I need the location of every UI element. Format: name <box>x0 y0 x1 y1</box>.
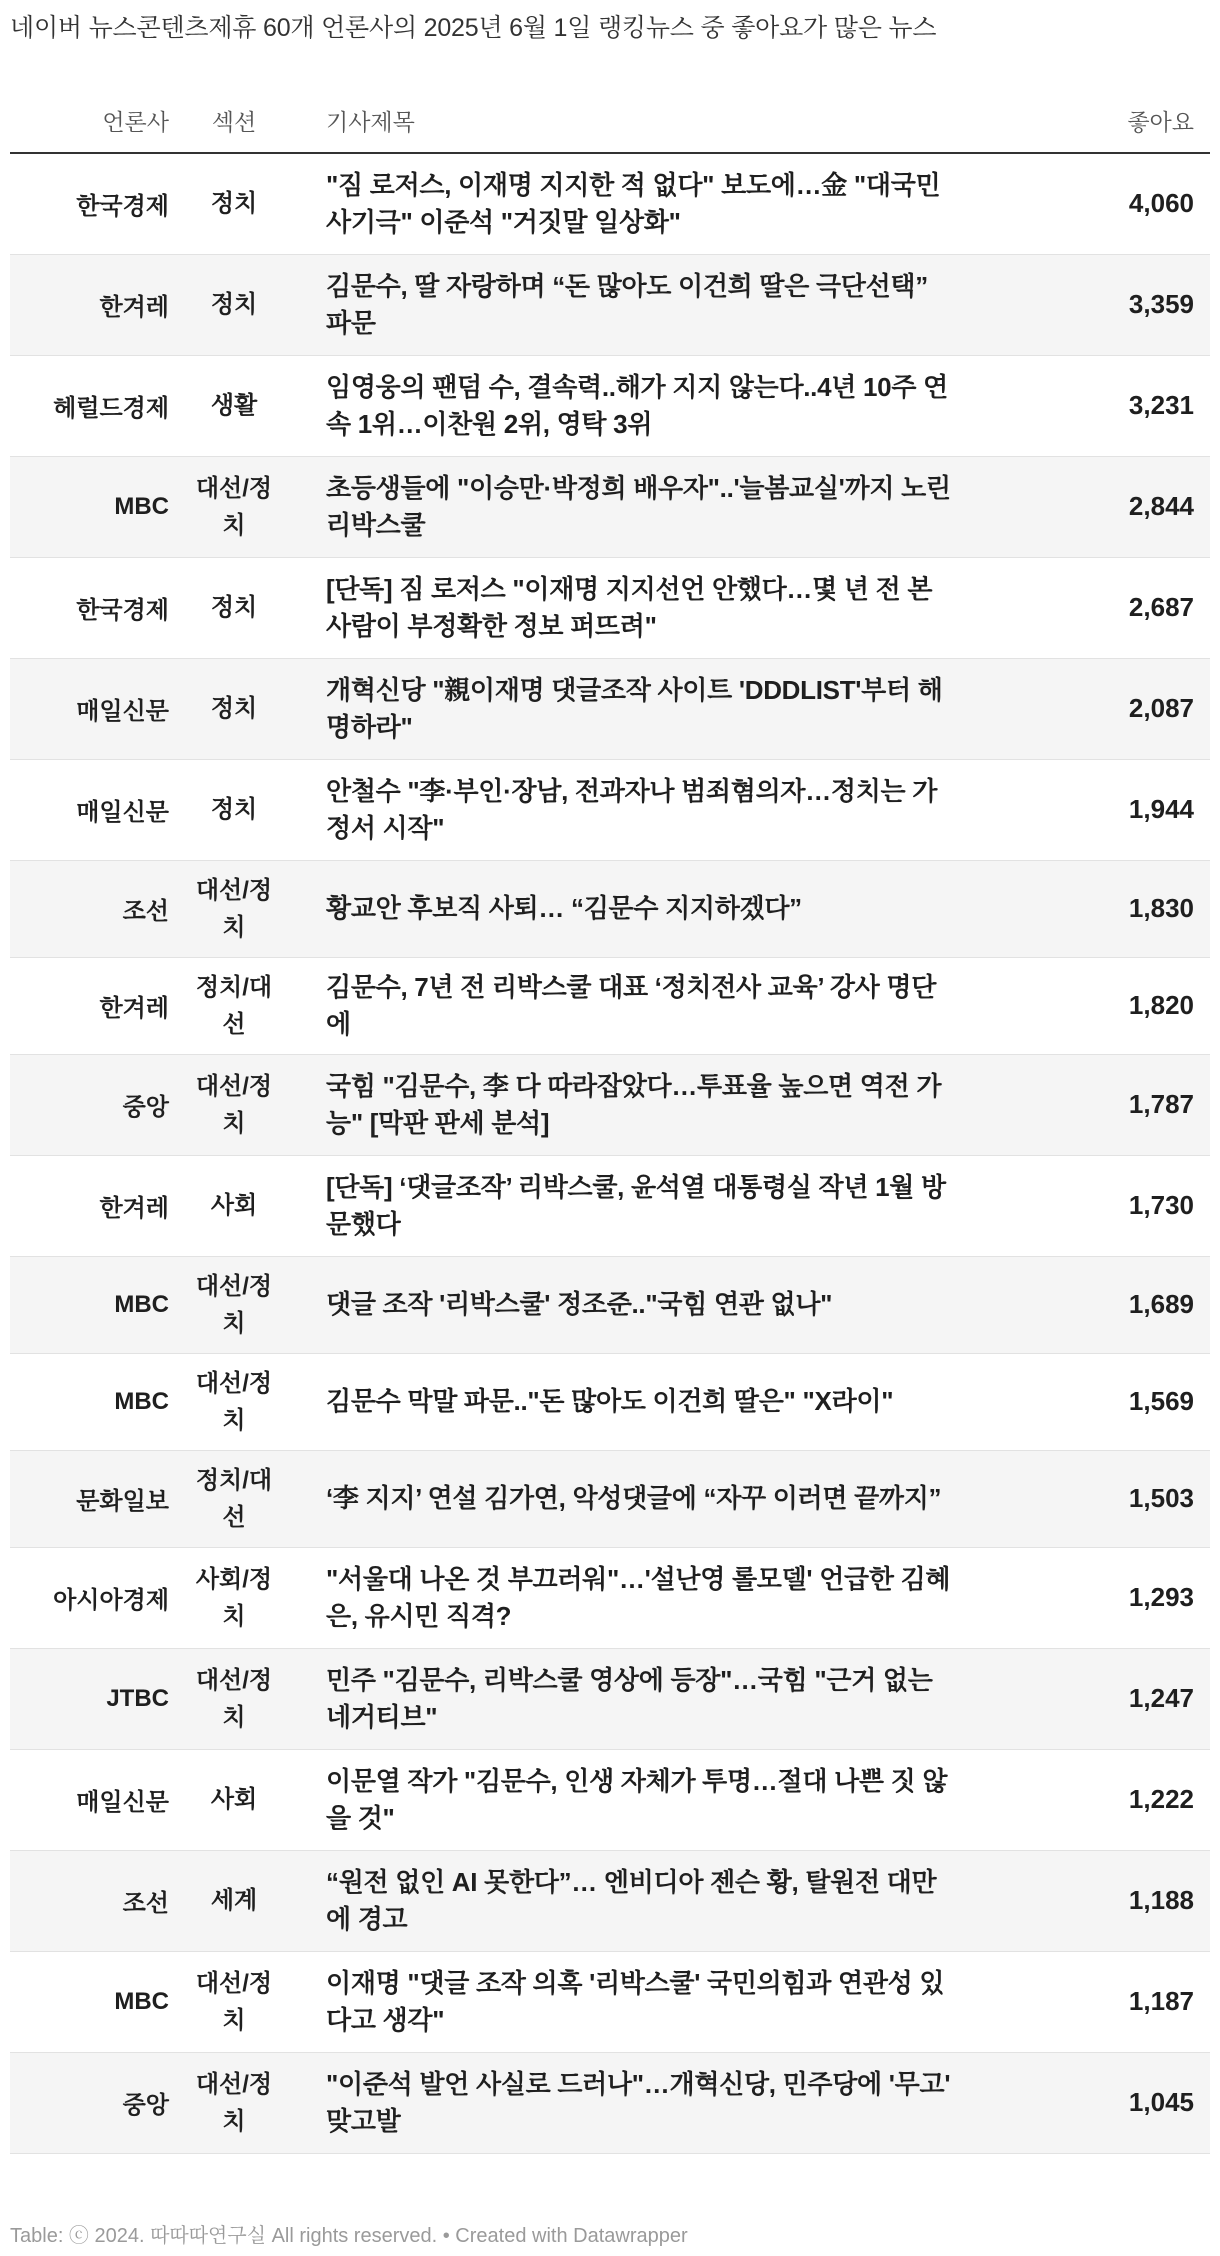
likes-cell: 2,087 <box>995 658 1210 759</box>
section-cell: 정치 <box>185 254 283 355</box>
table-row <box>10 658 1210 759</box>
table-row <box>10 860 1210 957</box>
table-row <box>10 1155 1210 1256</box>
likes-cell: 1,730 <box>995 1155 1210 1256</box>
table-row <box>10 355 1210 456</box>
section-cell: 사회 <box>185 1749 283 1850</box>
table-row <box>10 1450 1210 1547</box>
table-row <box>10 1850 1210 1951</box>
publisher-cell: MBC <box>10 456 185 557</box>
table-row <box>10 759 1210 860</box>
news-ranking-table <box>10 88 1210 2154</box>
article-title-cell: 이재명 "댓글 조작 의혹 '리박스쿨' 국민의힘과 연관성 있다고 생각" <box>283 1951 995 2052</box>
likes-cell: 1,689 <box>995 1256 1210 1353</box>
likes-cell: 1,830 <box>995 860 1210 957</box>
likes-cell: 2,844 <box>995 456 1210 557</box>
table-row <box>10 254 1210 355</box>
publisher-cell: 조선 <box>10 1850 185 1951</box>
table-row <box>10 1749 1210 1850</box>
article-title-cell: 임영웅의 팬덤 수, 결속력..해가 지지 않는다..4년 10주 연속 1위…이찬원 2위, 영탁 3위 <box>283 355 995 456</box>
article-title-cell: 초등생들에 "이승만·박정희 배우자"..'늘봄교실'까지 노린 리박스쿨 <box>283 456 995 557</box>
article-title-cell: "짐 로저스, 이재명 지지한 적 없다" 보도에…金 "대국민 사기극" 이준석 "거짓말 일상화" <box>283 153 995 254</box>
likes-cell: 3,359 <box>995 254 1210 355</box>
table-row <box>10 456 1210 557</box>
likes-cell: 1,187 <box>995 1951 1210 2052</box>
table-row <box>10 1648 1210 1749</box>
table-row <box>10 1547 1210 1648</box>
publisher-cell: 한국경제 <box>10 557 185 658</box>
section-cell: 정치/대선 <box>185 1450 283 1547</box>
publisher-cell: 매일신문 <box>10 759 185 860</box>
table-row <box>10 153 1210 254</box>
article-title-cell: 김문수, 딸 자랑하며 “돈 많아도 이건희 딸은 극단선택” 파문 <box>283 254 995 355</box>
table-row <box>10 1054 1210 1155</box>
article-title-cell: [단독] ‘댓글조작’ 리박스쿨, 윤석열 대통령실 작년 1월 방문했다 <box>283 1155 995 1256</box>
publisher-cell: 한겨레 <box>10 1155 185 1256</box>
column-header-likes[interactable]: 좋아요 <box>995 88 1210 153</box>
article-title-cell: ‘李 지지’ 연설 김가연, 악성댓글에 “자꾸 이러면 끝까지” <box>283 1450 995 1547</box>
column-header-publisher[interactable]: 언론사 <box>10 88 185 153</box>
table-row <box>10 2052 1210 2153</box>
section-cell: 정치 <box>185 557 283 658</box>
article-title-cell: 이문열 작가 "김문수, 인생 자체가 투명…절대 나쁜 짓 않을 것" <box>283 1749 995 1850</box>
likes-cell: 1,247 <box>995 1648 1210 1749</box>
section-cell: 정치 <box>185 153 283 254</box>
article-title-cell: 개혁신당 "親이재명 댓글조작 사이트 'DDDLIST'부터 해명하라" <box>283 658 995 759</box>
section-cell: 대선/정치 <box>185 1256 283 1353</box>
article-title-cell: “원전 없인 AI 못한다”… 엔비디아 젠슨 황, 탈원전 대만에 경고 <box>283 1850 995 1951</box>
publisher-cell: MBC <box>10 1256 185 1353</box>
article-title-cell: "이준석 발언 사실로 드러나"…개혁신당, 민주당에 '무고' 맞고발 <box>283 2052 995 2153</box>
article-title-cell: 국힘 "김문수, 李 다 따라잡았다…투표율 높으면 역전 가능" [막판 판세 분석] <box>283 1054 995 1155</box>
likes-cell: 1,222 <box>995 1749 1210 1850</box>
section-cell: 사회 <box>185 1155 283 1256</box>
section-cell: 대선/정치 <box>185 456 283 557</box>
article-title-cell: 김문수 막말 파문.."돈 많아도 이건희 딸은" "X라이" <box>283 1353 995 1450</box>
table-row <box>10 1951 1210 2052</box>
section-cell: 정치 <box>185 658 283 759</box>
publisher-cell: 아시아경제 <box>10 1547 185 1648</box>
article-title-cell: 댓글 조작 '리박스쿨' 정조준.."국힘 연관 없나" <box>283 1256 995 1353</box>
table-footer-credit: Table: ⓒ 2024. 따따따연구실 All rights reserved. • Created with Datawrapper <box>10 2225 688 2247</box>
likes-cell: 1,820 <box>995 957 1210 1054</box>
publisher-cell: MBC <box>10 1951 185 2052</box>
page-title: 네이버 뉴스콘텐츠제휴 60개 언론사의 2025년 6월 1일 랭킹뉴스 중 좋아요가 많은 뉴스 <box>10 14 937 42</box>
section-cell: 대선/정치 <box>185 1951 283 2052</box>
article-title-cell: 민주 "김문수, 리박스쿨 영상에 등장"…국힘 "근거 없는 네거티브" <box>283 1648 995 1749</box>
header-row <box>10 88 1210 153</box>
likes-cell: 2,687 <box>995 557 1210 658</box>
likes-cell: 1,045 <box>995 2052 1210 2153</box>
article-title-cell: 황교안 후보직 사퇴… “김문수 지지하겠다” <box>283 860 995 957</box>
publisher-cell: 매일신문 <box>10 658 185 759</box>
likes-cell: 1,944 <box>995 759 1210 860</box>
column-header-section[interactable]: 섹션 <box>185 88 283 153</box>
publisher-cell: 한국경제 <box>10 153 185 254</box>
likes-cell: 1,503 <box>995 1450 1210 1547</box>
publisher-cell: 문화일보 <box>10 1450 185 1547</box>
section-cell: 대선/정치 <box>185 860 283 957</box>
publisher-cell: 헤럴드경제 <box>10 355 185 456</box>
likes-cell: 1,569 <box>995 1353 1210 1450</box>
column-header-title[interactable]: 기사제목 <box>283 88 995 153</box>
publisher-cell: MBC <box>10 1353 185 1450</box>
likes-cell: 1,293 <box>995 1547 1210 1648</box>
publisher-cell: 매일신문 <box>10 1749 185 1850</box>
likes-cell: 3,231 <box>995 355 1210 456</box>
section-cell: 정치/대선 <box>185 957 283 1054</box>
publisher-cell: JTBC <box>10 1648 185 1749</box>
article-title-cell: [단독] 짐 로저스 "이재명 지지선언 안했다…몇 년 전 본 사람이 부정확한 정보 퍼뜨려" <box>283 557 995 658</box>
section-cell: 대선/정치 <box>185 1648 283 1749</box>
section-cell: 대선/정치 <box>185 1054 283 1155</box>
publisher-cell: 한겨레 <box>10 957 185 1054</box>
article-title-cell: "서울대 나온 것 부끄러워"…'설난영 롤모델' 언급한 김혜은, 유시민 직격? <box>283 1547 995 1648</box>
likes-cell: 1,188 <box>995 1850 1210 1951</box>
table-row <box>10 1353 1210 1450</box>
likes-cell: 4,060 <box>995 153 1210 254</box>
section-cell: 생활 <box>185 355 283 456</box>
table-row <box>10 957 1210 1054</box>
section-cell: 대선/정치 <box>185 2052 283 2153</box>
publisher-cell: 조선 <box>10 860 185 957</box>
likes-cell: 1,787 <box>995 1054 1210 1155</box>
article-title-cell: 안철수 "李·부인·장남, 전과자나 범죄혐의자…정치는 가정서 시작" <box>283 759 995 860</box>
section-cell: 대선/정치 <box>185 1353 283 1450</box>
section-cell: 사회/정치 <box>185 1547 283 1648</box>
table-row <box>10 1256 1210 1353</box>
publisher-cell: 한겨레 <box>10 254 185 355</box>
section-cell: 세계 <box>185 1850 283 1951</box>
table-row <box>10 557 1210 658</box>
section-cell: 정치 <box>185 759 283 860</box>
article-title-cell: 김문수, 7년 전 리박스쿨 대표 ‘정치전사 교육’ 강사 명단에 <box>283 957 995 1054</box>
publisher-cell: 중앙 <box>10 1054 185 1155</box>
publisher-cell: 중앙 <box>10 2052 185 2153</box>
